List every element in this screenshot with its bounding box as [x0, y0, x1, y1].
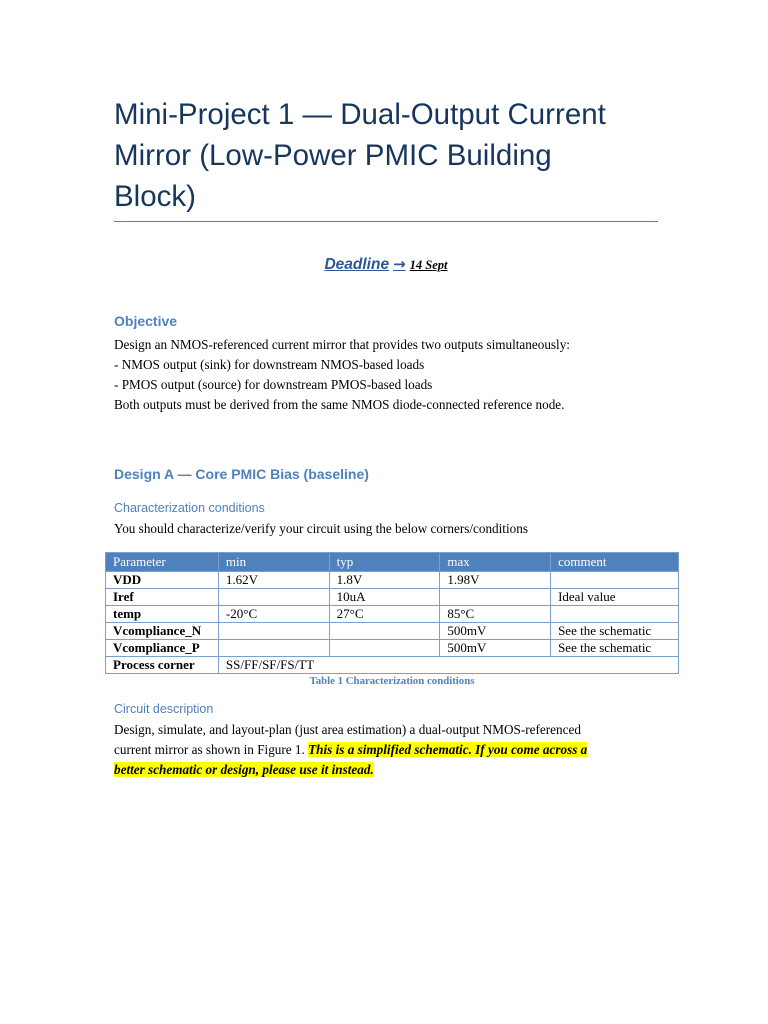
table-cell: Vcompliance_N	[106, 623, 219, 640]
title-underline-rule	[114, 221, 658, 222]
table-row	[106, 623, 679, 640]
table-cell: temp	[106, 606, 219, 623]
table-row	[106, 572, 679, 589]
table-cell	[329, 623, 440, 640]
table-cell: 1.8V	[329, 572, 440, 589]
deadline-label: Deadline	[324, 256, 390, 273]
characterization-intro-text: You should characterize/verify your circuit using the below corners/conditions	[114, 521, 528, 536]
table-cell	[440, 589, 551, 606]
characterization-table	[105, 552, 679, 674]
characterization-heading: Characterization conditions	[114, 501, 265, 515]
design-a-heading: Design A — Core PMIC Bias (baseline)	[114, 466, 369, 482]
table-cell: SS/FF/SF/FS/TT	[218, 657, 678, 674]
objective-heading: Objective	[114, 313, 178, 329]
table-cell: VDD	[106, 572, 219, 589]
circuit-line-2-text: current mirror as shown in Figure 1.	[114, 742, 309, 757]
table-row	[106, 589, 679, 606]
circuit-line-3	[114, 760, 658, 780]
characterization-intro	[114, 519, 658, 539]
table-cell	[218, 640, 329, 657]
table-header-cell: comment	[551, 553, 679, 572]
deadline-date: 14 Sept	[409, 258, 448, 272]
deadline-line	[114, 255, 658, 274]
table-cell: 85°C	[440, 606, 551, 623]
table-cell: Ideal value	[551, 589, 679, 606]
table-cell	[329, 640, 440, 657]
table-cell: 500mV	[440, 640, 551, 657]
table-cell: 500mV	[440, 623, 551, 640]
table-cell: 1.98V	[440, 572, 551, 589]
objective-line: Design an NMOS-referenced current mirror that provides two outputs simultaneously:	[114, 337, 570, 352]
table-cell	[218, 589, 329, 606]
highlighted-note: better schematic or design, please use it instead.	[114, 762, 374, 777]
circuit-description-heading: Circuit description	[114, 702, 214, 716]
table-header-cell: typ	[329, 553, 440, 572]
circuit-description-paragraph	[114, 720, 658, 780]
table-cell	[551, 572, 679, 589]
table-cell: See the schematic	[551, 623, 679, 640]
table-cell: Process corner	[106, 657, 219, 674]
table-cell: 27°C	[329, 606, 440, 623]
table-cell: 10uA	[329, 589, 440, 606]
table-header-cell: max	[440, 553, 551, 572]
table-caption: Table 1 Characterization conditions	[309, 675, 475, 687]
table-cell	[551, 606, 679, 623]
table-row	[106, 640, 679, 657]
circuit-line-2	[114, 740, 658, 760]
table-header-row	[106, 553, 679, 572]
title-line-2: Mirror (Low-Power PMIC Building	[114, 139, 552, 172]
table-cell	[218, 623, 329, 640]
page-title	[114, 94, 658, 217]
circuit-line-1: Design, simulate, and layout-plan (just area estimation) a dual-output NMOS-referenced	[114, 722, 581, 737]
table-header-cell: Parameter	[106, 553, 219, 572]
title-line-1: Mini-Project 1 — Dual-Output Current	[114, 98, 606, 131]
objective-line: - NMOS output (sink) for downstream NMOS-based loads	[114, 357, 425, 372]
table-row	[106, 606, 679, 623]
objective-line: - PMOS output (source) for downstream PMOS-based loads	[114, 377, 433, 392]
table-cell: Vcompliance_P	[106, 640, 219, 657]
table-cell: 1.62V	[218, 572, 329, 589]
table-cell: -20°C	[218, 606, 329, 623]
objective-paragraph	[114, 335, 658, 415]
table-cell: Iref	[106, 589, 219, 606]
table-cell: See the schematic	[551, 640, 679, 657]
highlighted-note: This is a simplified schematic. If you come across a	[308, 742, 588, 757]
arrow-right-icon: →	[393, 255, 406, 273]
objective-line: Both outputs must be derived from the same NMOS diode-connected reference node.	[114, 397, 565, 412]
table-header-cell: min	[218, 553, 329, 572]
title-line-3: Block)	[114, 180, 196, 213]
table-row	[106, 657, 679, 674]
